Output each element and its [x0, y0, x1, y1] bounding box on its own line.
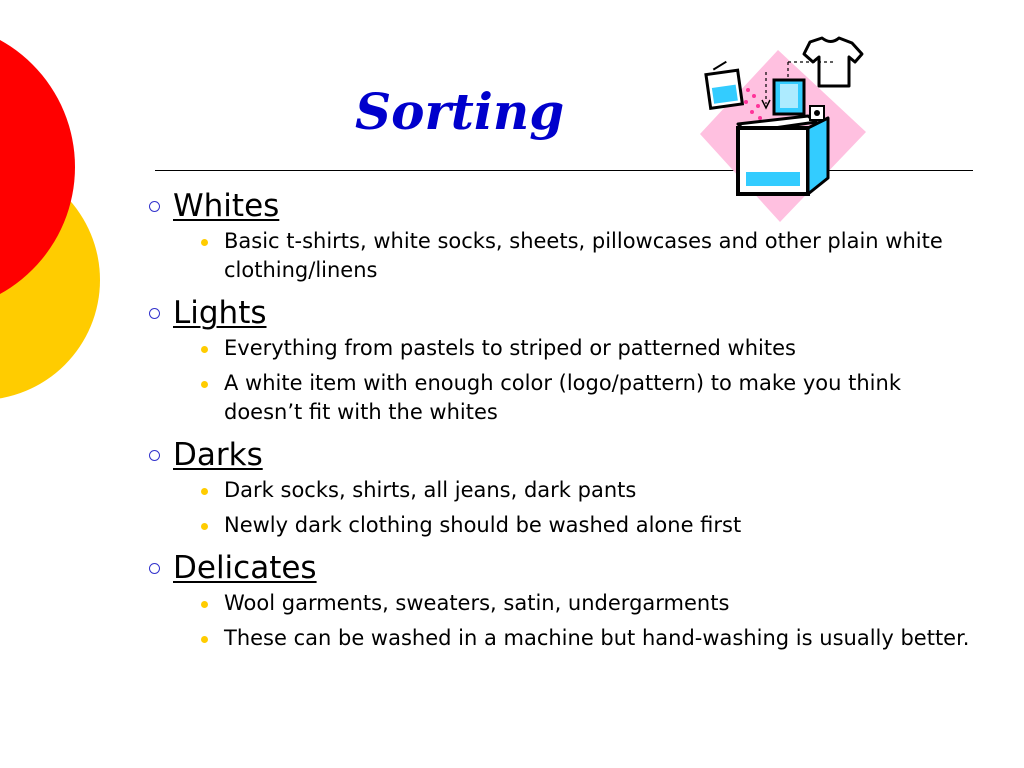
list-item: [224, 476, 978, 505]
section-lights: [148, 293, 978, 427]
sub-item-list: [148, 227, 978, 285]
list-item-text: Everything from pastels to striped or patterned whites: [224, 336, 796, 360]
yellow-dot-bullet-icon: [201, 381, 208, 388]
section-delicates: [148, 548, 978, 653]
list-item-text: These can be washed in a machine but hand-washing is usually better.: [224, 626, 970, 650]
yellow-dot-bullet-icon: [201, 636, 208, 643]
section-heading-row: [148, 435, 978, 475]
bullet-list: [148, 186, 978, 661]
section-darks: [148, 435, 978, 540]
yellow-dot-bullet-icon: [201, 601, 208, 608]
list-item: [224, 227, 978, 285]
sub-item-list: [148, 334, 978, 427]
yellow-dot-bullet-icon: [201, 488, 208, 495]
sub-item-list: [148, 476, 978, 540]
section-heading-row: [148, 548, 978, 588]
list-item-text: Wool garments, sweaters, satin, undergarments: [224, 591, 730, 615]
list-item: [224, 369, 978, 427]
section-heading: Delicates: [173, 550, 317, 586]
list-item-text: Dark socks, shirts, all jeans, dark pants: [224, 478, 637, 502]
list-item-text: Newly dark clothing should be washed alone first: [224, 513, 742, 537]
section-heading-row: [148, 186, 978, 226]
sub-item-list: [148, 589, 978, 653]
list-item: [224, 624, 978, 653]
list-item-text: Basic t-shirts, white socks, sheets, pillowcases and other plain white clothing/linens: [224, 229, 943, 282]
list-item: [224, 334, 978, 363]
yellow-dot-bullet-icon: [201, 346, 208, 353]
section-heading-row: [148, 293, 978, 333]
section-heading: Darks: [173, 437, 263, 473]
section-heading: Whites: [173, 188, 280, 224]
slide-title: Sorting: [355, 82, 565, 141]
yellow-dot-bullet-icon: [201, 239, 208, 246]
section-heading: Lights: [173, 295, 267, 331]
list-item: [224, 511, 978, 540]
list-item: [224, 589, 978, 618]
yellow-dot-bullet-icon: [201, 523, 208, 530]
list-item-text: A white item with enough color (logo/pattern) to make you think doesn’t fit with the whites: [224, 371, 901, 424]
section-whites: [148, 186, 978, 285]
